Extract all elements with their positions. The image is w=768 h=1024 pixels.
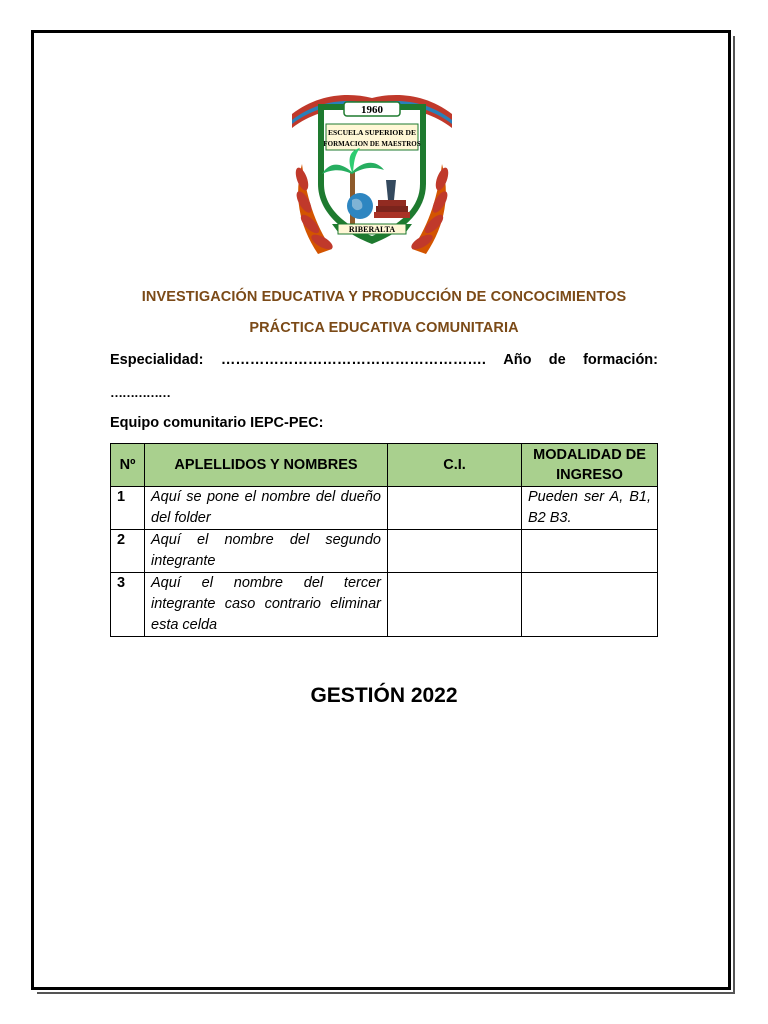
svg-text:ESCUELA SUPERIOR DE: ESCUELA SUPERIOR DE (328, 128, 416, 137)
table-row (111, 573, 658, 637)
table-row (111, 530, 658, 573)
row-num: 3 (111, 573, 145, 637)
globe-icon (347, 193, 373, 219)
document-subtitle: PRÁCTICA EDUCATIVA COMUNITARIA (249, 320, 519, 336)
row-num: 1 (111, 487, 145, 530)
equipo-label: Equipo comunitario IEPC-PEC: (110, 415, 324, 431)
row-name[interactable]: Aquí el nombre del segundo integrante (145, 530, 388, 573)
header-names: APLELLIDOS Y NOMBRES (145, 444, 388, 487)
document-title: INVESTIGACIÓN EDUCATIVA Y PRODUCCIÓN DE CONCOCIMIENTOS (141, 289, 627, 305)
header-ci: C.I. (388, 444, 522, 487)
row-modalidad[interactable]: Pueden ser A, B1, B2 B3. (522, 487, 658, 530)
especialidad-label: Especialidad: (110, 352, 204, 368)
especialidad-field[interactable]: ………………………………………………. (220, 352, 486, 368)
especialidad-line (110, 352, 658, 368)
svg-text:1960: 1960 (361, 104, 383, 116)
row-name[interactable]: Aquí se pone el nombre del dueño del folder (145, 487, 388, 530)
anio-word-3: formación: (583, 352, 658, 368)
anio-word-1: Año (503, 352, 532, 368)
header-modalidad: MODALIDAD DE INGRESO (522, 444, 658, 487)
row-num: 2 (111, 530, 145, 573)
row-modalidad[interactable] (522, 573, 658, 637)
svg-text:RIBERALTA: RIBERALTA (348, 225, 396, 234)
svg-text:FORMACION DE MAESTROS: FORMACION DE MAESTROS (323, 140, 421, 148)
row-ci[interactable] (388, 530, 522, 573)
anio-word-2: de (548, 352, 566, 368)
row-modalidad[interactable] (522, 530, 658, 573)
school-crest-logo (288, 84, 456, 256)
row-ci[interactable] (388, 573, 522, 637)
table-row (111, 487, 658, 530)
row-ci[interactable] (388, 487, 522, 530)
team-table (110, 443, 658, 637)
table-header-row (111, 444, 658, 487)
anio-formacion-field[interactable]: …………… (110, 385, 170, 400)
gestion-year: GESTIÓN 2022 (310, 684, 458, 707)
header-num: Nº (111, 444, 145, 487)
row-name[interactable]: Aquí el nombre del tercer integrante caso contrario eliminar esta celda (145, 573, 388, 637)
